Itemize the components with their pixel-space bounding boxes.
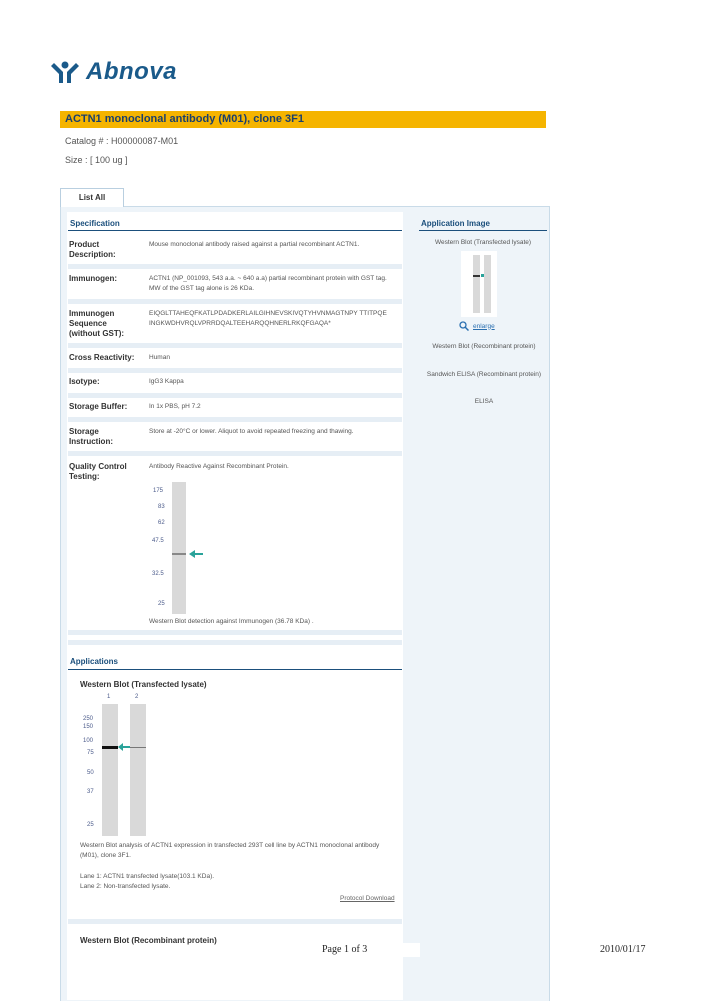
wb-marker: 25 (87, 822, 94, 828)
label-isotype: Isotype: (69, 377, 100, 386)
qc-caption: Western Blot detection against Immunogen (36.78 KDa) . (149, 618, 314, 625)
brand-name: Abnova (86, 58, 178, 85)
application-image-heading: Application Image (421, 219, 490, 228)
label-product-description: Product Description: (69, 240, 116, 259)
lane-number: 1 (107, 694, 111, 700)
enlarge-label[interactable]: enlarge (473, 322, 495, 330)
row-divider (68, 919, 402, 924)
applications-heading: Applications (70, 657, 119, 666)
specification-heading: Specification (70, 219, 120, 228)
thumb-band (473, 275, 480, 277)
print-date: 2010/01/17 (600, 944, 646, 955)
side-item-sandwich-elisa[interactable]: Sandwich ELISA (Recombinant protein) (426, 371, 542, 378)
wb-lane-1 (102, 704, 118, 836)
qc-marker: 32.5 (152, 571, 164, 577)
qc-marker: 47.5 (152, 538, 164, 544)
wb-marker: 50 (87, 770, 94, 776)
thumb-lane (473, 255, 480, 313)
wb-lane-2 (130, 704, 146, 836)
value-cross-reactivity: Human (149, 354, 170, 361)
tab-list-all[interactable]: List All (60, 188, 124, 207)
row-divider (68, 368, 402, 373)
protocol-download-link[interactable]: Protocol Download (340, 895, 395, 902)
side-thumbnail[interactable] (461, 251, 497, 317)
row-divider (68, 299, 402, 304)
arrow-left-icon (118, 743, 130, 751)
spec-rule (68, 230, 402, 231)
side-item-western-blot-recombinant[interactable]: Western Blot (Recombinant protein) (432, 343, 536, 350)
label-storage-instruction: Storage Instruction: (69, 427, 113, 446)
wb-marker: 75 (87, 750, 94, 756)
side-rule (419, 230, 547, 231)
wb-lane-2-note: Lane 2: Non-transfected lysate. (80, 883, 171, 890)
wb-lane-1-note: Lane 1: ACTN1 transfected lysate(103.1 KDa). (80, 873, 215, 880)
enlarge-link[interactable] (459, 321, 495, 331)
wb-marker: 150 (83, 724, 94, 730)
value-storage-instruction: Store at -20°C or lower. Aliquot to avoid repeated freezing and thawing. (149, 428, 354, 435)
row-divider (68, 640, 402, 645)
qc-blot-lane (172, 482, 186, 614)
row-divider (68, 264, 402, 269)
lane-number: 2 (135, 694, 139, 700)
value-storage-buffer: In 1x PBS, pH 7.2 (149, 403, 201, 410)
label-quality-control: Quality Control Testing: (69, 462, 127, 481)
size: Size : [ 100 ug ] (65, 155, 128, 165)
wb-band-lane-2 (130, 747, 146, 748)
wb-transfected-title: Western Blot (Transfected lysate) (80, 680, 207, 689)
abnova-logo-icon (50, 59, 80, 85)
qc-blot-band (172, 553, 186, 555)
wb-band-lane-1 (102, 746, 118, 749)
applications-rule (68, 669, 402, 670)
catalog-number: Catalog # : H00000087-M01 (65, 136, 179, 146)
qc-marker: 83 (158, 504, 165, 510)
magnifier-icon (459, 321, 469, 331)
label-storage-buffer: Storage Buffer: (69, 402, 128, 411)
row-divider (68, 451, 402, 456)
wb-marker: 250 (83, 716, 94, 722)
wb-recombinant-title: Western Blot (Recombinant protein) (80, 936, 217, 945)
side-item-western-blot-transfected[interactable]: Western Blot (Transfected lysate) (434, 239, 532, 246)
value-immunogen-sequence: EIQGLTTAHEQFKATLPDADKERLAILGIHNEVSKIVQTYHVNMAGTNPY TTITPQEINGKWDHVRQLVPRRDQALTEEHARQQHNERLRKQFGAQA* (149, 310, 387, 327)
abnova-logo (50, 58, 177, 86)
value-isotype: IgG3 Kappa (149, 378, 184, 385)
wb-marker: 37 (87, 789, 94, 795)
qc-marker: 25 (158, 601, 165, 607)
product-title: ACTN1 monoclonal antibody (M01), clone 3F1 (65, 113, 304, 125)
label-immunogen: Immunogen: (69, 274, 117, 283)
label-immunogen-sequence: Immunogen Sequence (without GST): (69, 309, 125, 338)
side-item-elisa[interactable]: ELISA (474, 398, 494, 405)
wb-transfected-image (80, 694, 160, 836)
row-divider (68, 393, 402, 398)
row-divider (68, 343, 402, 348)
value-immunogen: ACTN1 (NP_001093, 543 a.a. ~ 640 a.a) partial recombinant protein with GST tag. MW of the GST tag alone is 26 KDa. (149, 275, 387, 292)
wb-marker: 100 (83, 738, 94, 744)
thumb-arrow (481, 274, 484, 277)
page-number: Page 1 of 3 (322, 944, 368, 955)
value-quality-control: Antibody Reactive Against Recombinant Protein. (149, 463, 289, 470)
thumb-lane (484, 255, 491, 313)
arrow-left-icon (189, 550, 203, 558)
qc-blot-image (148, 482, 216, 614)
row-divider (68, 630, 402, 635)
row-divider (68, 417, 402, 422)
qc-marker: 175 (153, 488, 164, 494)
wb-description: Western Blot analysis of ACTN1 expression in transfected 293T cell line by ACTN1 monoclonal antibody (M01), clone 3F1. (80, 842, 380, 859)
label-cross-reactivity: Cross Reactivity: (69, 353, 135, 362)
product-title-bar (60, 111, 546, 128)
value-product-description: Mouse monoclonal antibody raised against a partial recombinant ACTN1. (149, 241, 360, 248)
qc-marker: 62 (158, 520, 165, 526)
